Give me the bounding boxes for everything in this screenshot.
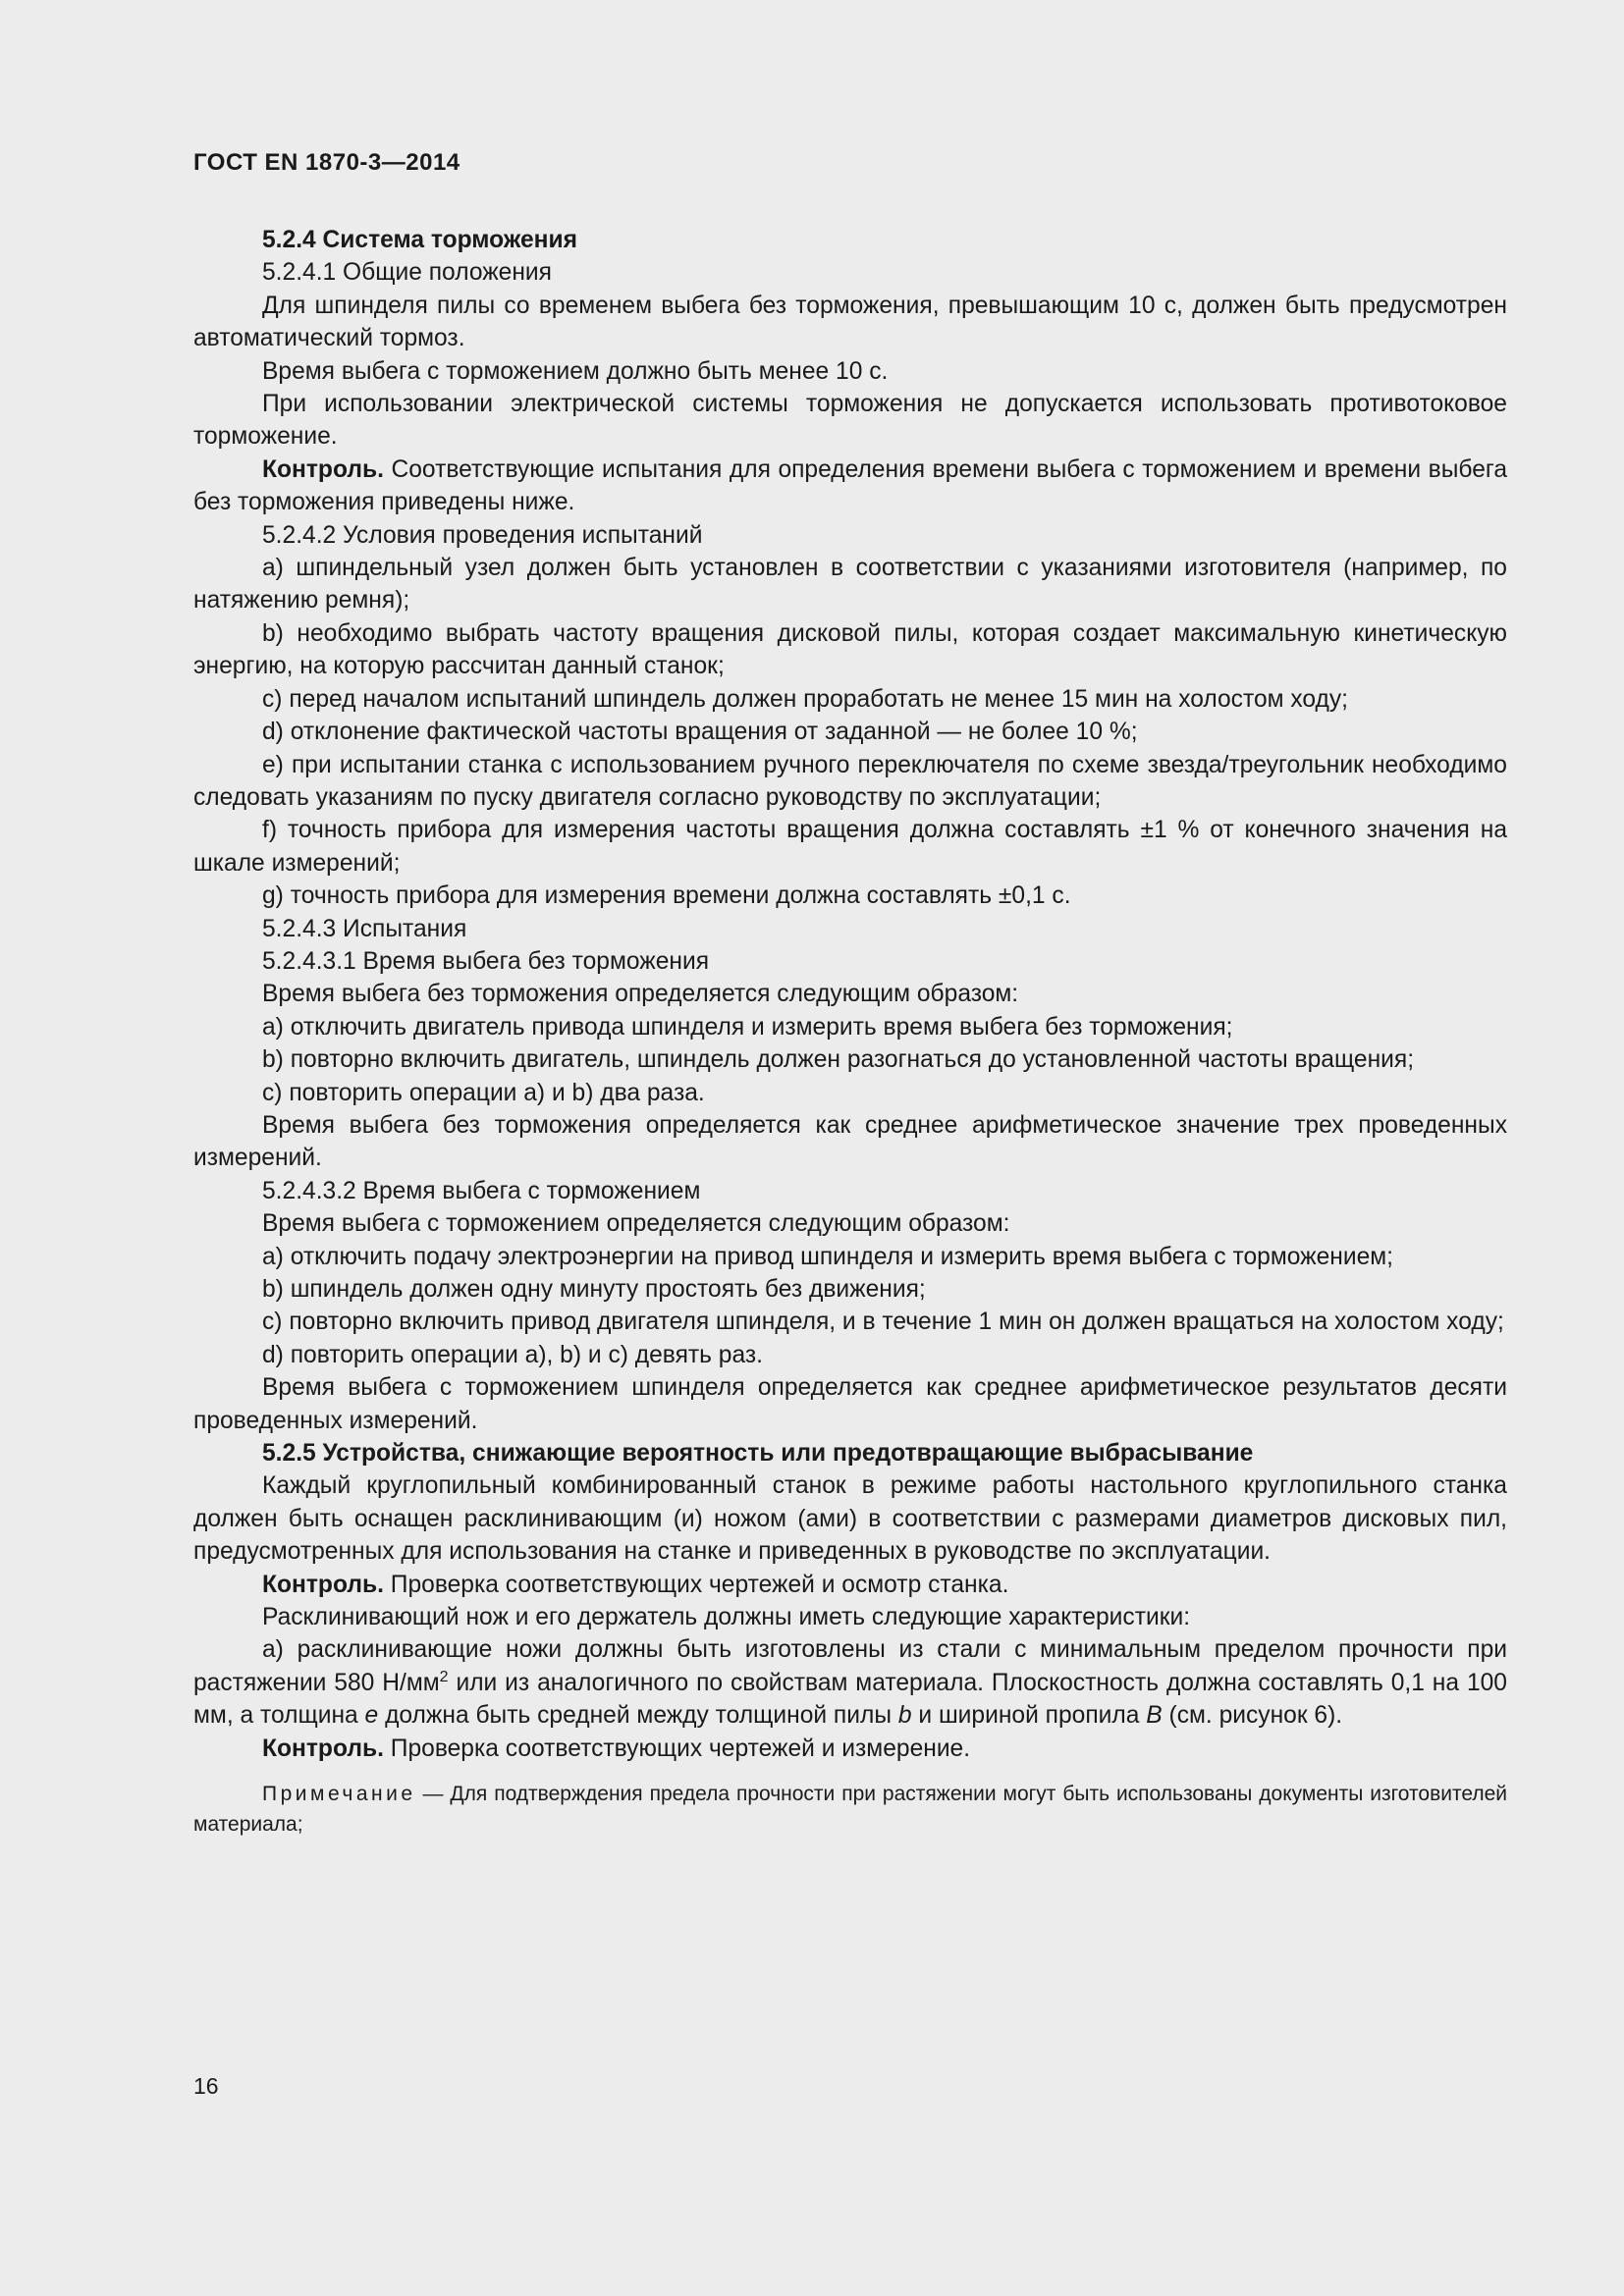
subsection-title: 5.2.4.2 Условия проведения испытаний (262, 521, 703, 549)
list-item: c) повторно включить привод двигателя шпинделя, и в течение 1 мин он должен вращаться на холостом ходу; (262, 1308, 1504, 1336)
paragraph: Время выбега с торможением определяется следующим образом: (262, 1210, 1010, 1238)
control-paragraph (193, 1733, 1507, 1765)
text-run: или из аналогичного по свойствам материала. Плоскостность должна составлять 0,1 на 100 мм, а толщина (193, 1669, 1507, 1730)
document-body (193, 224, 1507, 1840)
list-item: e) при испытании станка с использованием ручного переключателя по схеме звезда/треугольник необходимо следовать указаниям по пуску двигателя согласно руководству по эксплуатации; (193, 751, 1507, 811)
variable: B (1146, 1702, 1163, 1730)
list-item: a) отключить подачу электроэнергии на привод шпинделя и измерить время выбега с торможением; (262, 1243, 1394, 1270)
control-label: Контроль. (262, 455, 384, 483)
note (193, 1779, 1507, 1840)
superscript: 2 (439, 1668, 449, 1685)
paragraph: Время выбега с торможением должно быть менее 10 с. (262, 357, 889, 385)
list-item: c) повторить операции a) и b) два раза. (262, 1079, 705, 1106)
list-item: b) необходимо выбрать частоту вращения дисковой пилы, которая создает максимальную кинетическую энергию, на которую рассчитан данный станок; (193, 619, 1507, 680)
paragraph: Каждый круглопильный комбинированный станок в режиме работы настольного круглопильного станка должен быть оснащен расклинивающим (и) ножом (ами) в соответствии с размерами диаметров дисковых пил, предусмотренных для использования на станке и приведенных в руководстве по эксплуатации. (193, 1472, 1507, 1566)
control-label: Контроль. (262, 1735, 384, 1762)
variable: e (364, 1702, 379, 1730)
control-text: Соответствующие испытания для определения времени выбега с торможением и времени выбега без торможения приведены ниже. (193, 455, 1507, 516)
control-text: Проверка соответствующих чертежей и измерение. (383, 1735, 971, 1762)
paragraph: Расклинивающий нож и его держатель должны иметь следующие характеристики: (262, 1604, 1191, 1631)
control-text: Проверка соответствующих чертежей и осмотр станка. (383, 1571, 1009, 1598)
page-number: 16 (193, 2073, 219, 2099)
section-heading-5-2-5: 5.2.5 Устройства, снижающие вероятность или предотвращающие выбрасывание (262, 1440, 1254, 1468)
paragraph: Время выбега без торможения определяется как среднее арифметическое значение трех проведенных измерений. (193, 1111, 1507, 1172)
subsection-title: 5.2.4.1 Общие положения (262, 259, 552, 287)
paragraph: При использовании электрической системы торможения не допускается использовать противотоковое торможение. (193, 391, 1507, 451)
list-item: c) перед началом испытаний шпиндель должен проработать не менее 15 мин на холостом ходу; (262, 685, 1348, 713)
paragraph: Для шпинделя пилы со временем выбега без торможения, превышающим 10 с, должен быть предусмотрен автоматический тормоз. (193, 292, 1507, 352)
text-run: (см. рисунок 6). (1162, 1702, 1343, 1730)
paragraph: Время выбега с торможением шпинделя определяется как среднее арифметическое результатов десяти проведенных измерений. (193, 1374, 1507, 1434)
list-item: f) точность прибора для измерения частоты вращения должна составлять ±1 % от конечного значения на шкале измерений; (193, 817, 1507, 877)
subsection-title: 5.2.4.3.1 Время выбега без торможения (262, 947, 710, 975)
subsection-title: 5.2.4.3.2 Время выбега с торможением (262, 1177, 701, 1204)
list-item: a) отключить двигатель привода шпинделя и измерить время выбега без торможения; (262, 1013, 1233, 1041)
text-run: a) расклинивающие ножи должны быть изготовлены из стали с минимальным пределом прочности при растяжении 580 Н/мм (193, 1636, 1507, 1696)
list-item: d) отклонение фактической частоты вращения от заданной — не более 10 %; (262, 719, 1138, 746)
control-paragraph (193, 454, 1507, 519)
list-item: b) повторно включить двигатель, шпиндель должен разогнаться до установленной частоты вращения; (262, 1046, 1415, 1074)
control-label: Контроль. (262, 1571, 384, 1598)
text-run: должна быть средней между толщиной пилы (378, 1702, 898, 1730)
list-item: b) шпиндель должен одну минуту простоять без движения; (262, 1276, 926, 1303)
paragraph: Время выбега без торможения определяется следующим образом: (262, 981, 1019, 1008)
note-text: — Для подтверждения предела прочности при растяжении могут быть использованы документы изготовителей материала; (193, 1783, 1507, 1837)
note-label: Примечание (262, 1783, 416, 1806)
section-heading-5-2-4: 5.2.4 Система торможения (262, 227, 577, 253)
subsection-title: 5.2.4.3 Испытания (262, 915, 467, 942)
list-item: a) шпиндельный узел должен быть установлен в соответствии с указаниями изготовителя (например, по натяжению ремня); (193, 555, 1507, 614)
variable: b (897, 1702, 912, 1730)
control-paragraph (193, 1569, 1507, 1601)
text-run: и шириной пропила (911, 1702, 1147, 1730)
list-item: g) точность прибора для измерения времени должна составлять ±0,1 с. (262, 882, 1071, 910)
list-item (193, 1633, 1507, 1732)
list-item: d) повторить операции a), b) и c) девять раз. (262, 1341, 763, 1368)
document-id: ГОСТ EN 1870-3—2014 (193, 149, 460, 176)
